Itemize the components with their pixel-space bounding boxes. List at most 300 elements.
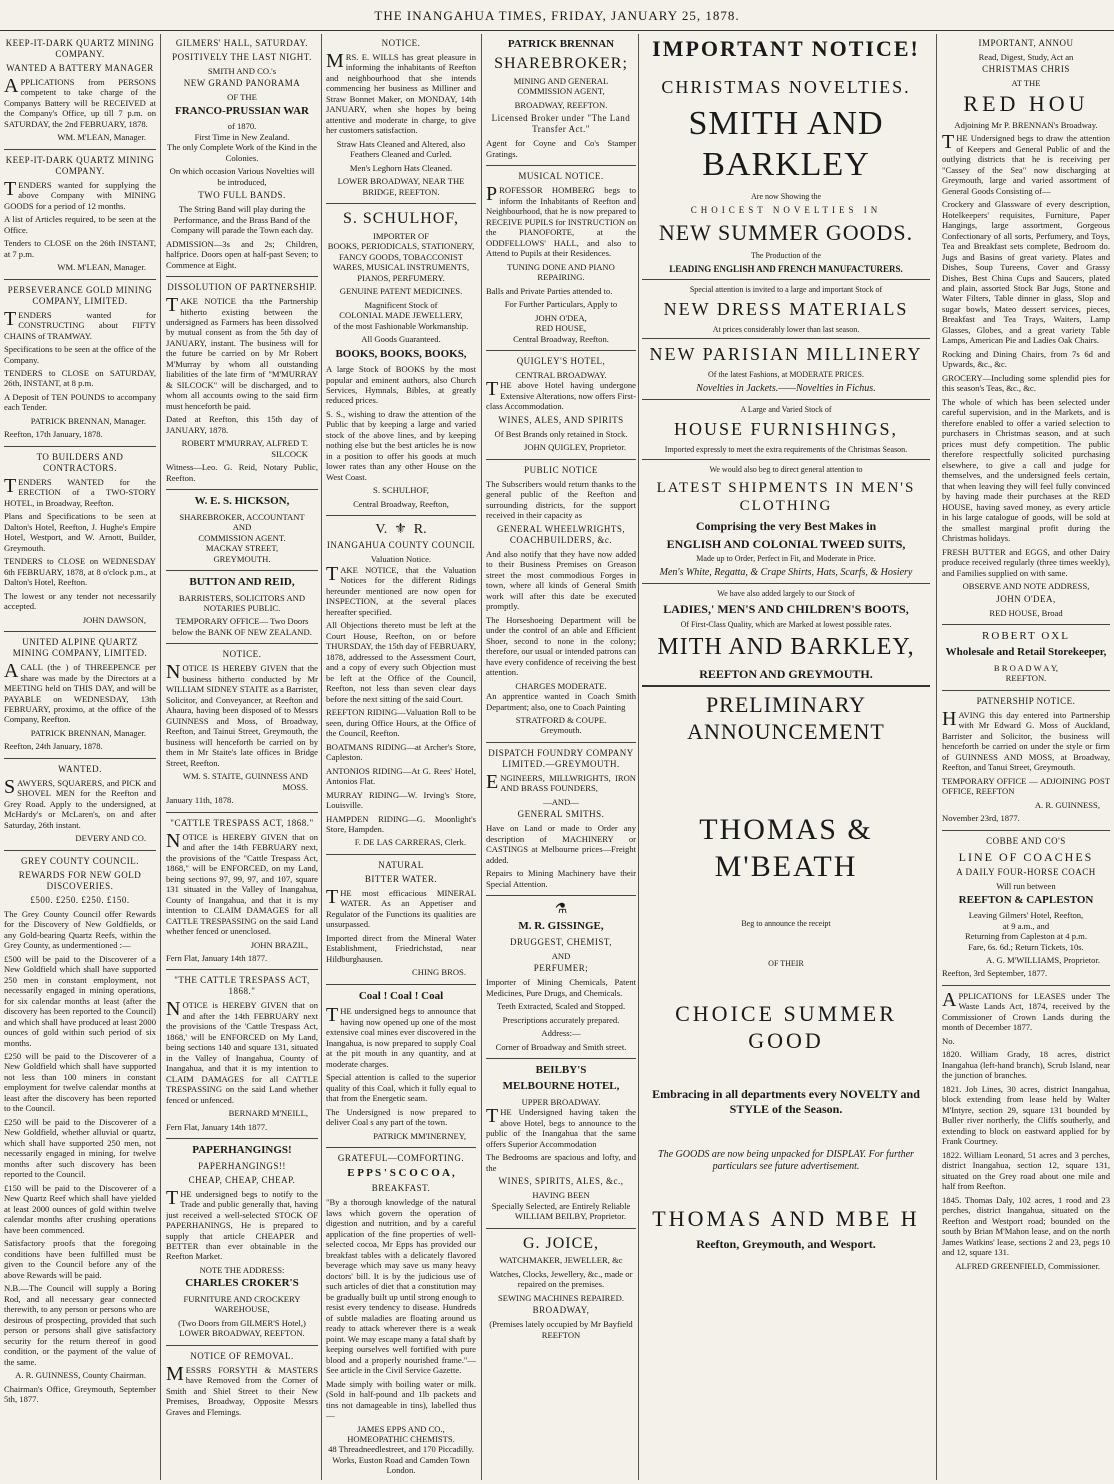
ad-subheading: PAPERHANGINGS!! bbox=[198, 1160, 286, 1171]
ad-body: ANTONIOS RIDING—At G. Rees' Hotel, Antonios Flat. bbox=[326, 765, 476, 787]
ad-line: Corner of Broadway and Smith street. bbox=[495, 1041, 627, 1052]
ad-paperhangings bbox=[166, 1144, 318, 1339]
ad-heading: ROBERT OXL bbox=[982, 630, 1070, 643]
ad-cattle-trespass-brazil bbox=[166, 818, 318, 964]
ad-firm-name: THOMAS & M'BEATH bbox=[699, 812, 873, 883]
ad-body: The Undersigned is now prepared to deliver Coal s any part of the town. bbox=[326, 1106, 476, 1128]
ad-signature: CHING BROS. bbox=[412, 967, 466, 978]
ad-heading: BUTTON AND REID, bbox=[189, 576, 295, 589]
ad-line: AND bbox=[232, 522, 252, 533]
ad-line: Men's White, Regatta, & Crape Shirts, Hats, Scarfs, & Hosiery bbox=[659, 567, 913, 579]
crest-v: V. bbox=[375, 522, 388, 538]
ad-signature: F. DE LAS CARRERAS, Clerk. bbox=[354, 837, 466, 848]
ad-signature: WILLIAM BEILBY, Proprietor. bbox=[514, 1211, 626, 1222]
ad-line: ADMISSION—3s and 2s; Children, halfprice. Doors open at half-past Seven; to Commence at Eight. bbox=[166, 238, 318, 270]
ad-beilbys-hotel bbox=[486, 1064, 636, 1222]
ad-line: NEW GRAND PANORAMA bbox=[183, 78, 301, 89]
ad-body: Specifications to be seen at the office of the Company. bbox=[4, 344, 156, 365]
ad-line: PERFUMER; bbox=[533, 963, 589, 974]
ad-line: WINES, ALES, AND SPIRITS bbox=[498, 414, 624, 425]
ad-joice-watchmaker bbox=[486, 1234, 636, 1340]
mortar-pestle-icon: ⚗ bbox=[554, 902, 568, 918]
ad-line: BROADWAY, REEFTON. bbox=[514, 99, 608, 110]
separator bbox=[326, 854, 476, 855]
separator bbox=[486, 165, 636, 166]
ad-line: AND bbox=[551, 950, 571, 961]
ad-signature: PATRICK BRENNAN, Manager. bbox=[30, 415, 146, 426]
ad-subheading: Valuation Notice. bbox=[370, 554, 432, 565]
ad-subheading: CHEAP, CHEAP, CHEAP. bbox=[188, 1174, 296, 1185]
ad-signature: DEVERY AND CO. bbox=[75, 833, 146, 844]
ad-line: HOUSE FURNISHINGS, bbox=[673, 419, 899, 440]
ad-heading: GREY COUNTY COUNCIL. bbox=[20, 855, 140, 866]
ad-line: REEFTON AND GREYMOUTH. bbox=[699, 666, 873, 681]
ad-line: JAMES EPPS AND CO., bbox=[357, 1423, 445, 1434]
spacer bbox=[642, 1120, 930, 1146]
ad-note: N.B.—The Council will supply a Boring Rod, and all necessary gear connected therewith, to any person or persons who are desirous of prospecting, provided that such person or persons shall give satisfactory security for the return thereof in good condition, or the payment of the value of the same. bbox=[4, 1283, 156, 1367]
ad-body: HAMPDEN RIDING—G. Moonlight's Store, Hampden. bbox=[326, 813, 476, 834]
ad-grey-county-council bbox=[4, 856, 156, 1405]
ad-line: CHARLES CROKER'S bbox=[185, 1277, 299, 1290]
spacer bbox=[642, 1176, 930, 1202]
ad-body: THE Undersigned begs to draw the attention of Keepers and General Public of and the outlying districts that he is receiving per "Cassey of the Sea" now discharging at Greymouth, large and varied assortment of General Goods Consisting of— bbox=[942, 131, 1110, 196]
separator bbox=[166, 489, 318, 490]
ad-subheading: Wholesale and Retail Storekeeper, bbox=[945, 646, 1107, 659]
ad-heading: PATNERSHIP NOTICE. bbox=[976, 695, 1076, 706]
royal-crest-icon: V. ⚜ R. bbox=[375, 522, 427, 538]
ad-line: Novelties in Jackets.——Novelties in Fichus. bbox=[696, 383, 876, 395]
ad-date: Reefton, 24th January, 1878. bbox=[4, 741, 103, 752]
ad-line: CHARGES MODERATE. bbox=[515, 680, 607, 691]
ad-line: Of Best Brands only retained in Stock. bbox=[494, 428, 628, 439]
ad-signature: PATRICK MM'INERNEY, bbox=[373, 1130, 466, 1141]
ad-line: ENGLISH AND COLONIAL TWEED SUITS, bbox=[666, 536, 906, 551]
ad-cattle-trespass-mcneill bbox=[166, 975, 318, 1132]
ad-body: The Horseshoeing Department will be under the control of an able and Efficient Shoer, second to none in the colony; therefore, our usual or intended patrons can have every confidence of receiving the best attention. bbox=[486, 614, 636, 678]
ad-partnership-notice bbox=[942, 696, 1110, 824]
ad-heading: PERSEVERANCE GOLD MINING COMPANY, LIMITED. bbox=[7, 284, 153, 306]
column-2 bbox=[166, 36, 318, 1476]
ad-signature: ALFRED GREENFIELD, Commissioner. bbox=[955, 1260, 1100, 1271]
ad-date: Chairman's Office, Greymouth, September 5th, 1877. bbox=[4, 1383, 156, 1404]
ad-line: TUNING DONE AND PIANO REPAIRING. bbox=[507, 261, 615, 283]
separator bbox=[166, 969, 318, 970]
ad-line: For Further Particulars, Apply to bbox=[504, 299, 618, 310]
reward-item: £500 will be paid to the Discoverer of a New Goldfield which shall have supported 250 men in constant employment, not necessarily engaged in mining operations, for six calendar months at least (after the discovery has been reported to the Council) and which shall have produced at least 2000 ounces of gold within such period of six months. bbox=[4, 953, 156, 1048]
ad-musical-notice bbox=[486, 171, 636, 344]
ad-heading: PATRICK BRENNAN bbox=[507, 38, 615, 50]
ad-line: Leaving Gilmers' Hotel, Reefton, bbox=[968, 910, 1084, 921]
ad-heading: KEEP-IT-DARK QUARTZ MINING COMPANY. bbox=[5, 38, 155, 59]
ad-line: Balls and Private Parties attended to. bbox=[486, 285, 613, 296]
ad-coal bbox=[326, 990, 476, 1141]
ad-heading: NOTICE. bbox=[222, 649, 262, 660]
crest-r: R. bbox=[413, 522, 427, 538]
ad-line: SMITH AND CO.'s bbox=[207, 65, 277, 76]
column-3 bbox=[326, 36, 476, 1476]
separator bbox=[642, 459, 930, 460]
ad-body: ENGINEERS, MILLWRIGHTS, IRON AND BRASS FOUNDERS, bbox=[486, 770, 636, 794]
ad-body: NOTICE IS HEREBY GIVEN that the business hitherto conducted by Mr WILLIAM SIDNEY STAITE as a Barrister, Solicitor, and Conveyancer, at Reefton and Ahaura, having been disposed of to Messrs GUINNESS and Moss, of Broadway, Reefton, and Tainui Street, Greymouth, the business will henceforth be carried on by them in Mr Staite's late offices in Bridge Street, Reefton. bbox=[166, 661, 318, 768]
ad-quigleys-hotel bbox=[486, 356, 636, 453]
ad-heading: G. JOICE, bbox=[522, 1234, 600, 1252]
ad-line: SEWING MACHINES REPAIRED. bbox=[498, 1292, 624, 1303]
ad-line: The String Band will play during the Performance, and the Brass Band of the Company will parade the Town each day. bbox=[170, 204, 314, 236]
spacer bbox=[642, 776, 930, 802]
ad-line: Embracing in all departments every NOVELTY and STYLE of the Season. bbox=[652, 1087, 920, 1116]
ad-body: Watches, Clocks, Jewellery, &c., made or repaired on the premises. bbox=[489, 1268, 633, 1290]
ad-line: Imported expressly to meet the extra requirements of the Christmas Season. bbox=[664, 445, 908, 455]
ad-line: (Two Doors from GILMER'S Hotel,) LOWER BROADWAY, REEFTON. bbox=[178, 1317, 306, 1339]
lease-item: 1821. Job Lines, 30 acres, district Inangahua, block extending from lease held by Walter M'Intyre, section 29, square 131 bounded by Buller river northerly, the Cliffs southerly, and extending to block on eastward applied for by Frank Courtney. bbox=[942, 1083, 1110, 1147]
ad-heading: GRATEFUL—COMFORTING. bbox=[337, 1153, 465, 1163]
ad-line: MACKAY STREET, bbox=[205, 543, 279, 554]
ad-line: Of the latest Fashions, at MODERATE PRICES. bbox=[708, 370, 864, 380]
ad-line: A DAILY FOUR-HORSE COACH bbox=[956, 867, 1096, 878]
column-4 bbox=[486, 36, 636, 1476]
ad-line: LOWER BROADWAY, NEAR THE BRIDGE, REEFTON. bbox=[337, 176, 465, 197]
ad-body: Imported direct from the Mineral Water Establishment, Friedrichstad, near Hildburghausen. bbox=[326, 932, 476, 964]
separator bbox=[486, 459, 636, 460]
ad-line: REEFTON. bbox=[1005, 673, 1047, 684]
separator bbox=[942, 624, 1110, 625]
ad-line: LADIES,' MEN'S AND CHILDREN'S BOOTS, bbox=[663, 602, 909, 617]
separator bbox=[642, 338, 930, 339]
ad-line: (Premises lately occupied by Mr Bayfield bbox=[489, 1319, 633, 1330]
ad-line: BARRISTERS, SOLICITORS AND NOTARIES PUBLIC. bbox=[178, 592, 306, 613]
ad-title: E P P S ' S C O C O A , bbox=[347, 1166, 455, 1179]
ad-line: Returning from Capleston at 4 p.m. bbox=[965, 931, 1087, 942]
ad-body: MRS. E. WILLS has great pleasure in informing the inhabitants of Reefton and neighbourhood that she intends commencing her business as Milliner and Straw Bonnet Maker, on MONDAY, 14th JANUARY, when she hopes by being attentive and moderate in charge, to give her customers satisfaction. bbox=[326, 49, 476, 136]
separator bbox=[642, 399, 930, 400]
ad-signature: WM. S. STAITE, GUINNESS AND MOSS. bbox=[182, 771, 308, 792]
ad-body: The Bedrooms are spacious and lofty, and the bbox=[486, 1152, 636, 1173]
ad-body: THE Undersigned having taken the above Hotel, begs to announce to the public of the Inangahua that the same offers Superior Accommodation bbox=[486, 1105, 636, 1149]
separator bbox=[326, 984, 476, 985]
ad-body: APPLICATIONS from PERSONS competent to take charge of the Companys Battery will be RECEIVED at the Company's Office, up till 7 p.m. on SATURDAY, the 2nd FEBRUARY, 1878. bbox=[4, 74, 156, 129]
ad-date: Fern Flat, January 14th 1877. bbox=[166, 1121, 268, 1132]
separator bbox=[166, 276, 318, 277]
ad-heading: BITTER WATER. bbox=[364, 873, 438, 884]
ad-heading: TO BUILDERS AND CONTRACTORS. bbox=[36, 451, 124, 473]
ad-subheading: DRUGGEST, CHEMIST, bbox=[510, 936, 612, 947]
ad-subheading: REWARDS FOR NEW GOLD DISCOVERIES. bbox=[18, 869, 142, 891]
ad-line: Are now Showing the bbox=[751, 191, 821, 201]
ad-line: Greymouth. bbox=[540, 725, 582, 736]
ad-body: Importer of Mining Chemicals, Patent Medicines, Pure Drugs, and Chemicals. bbox=[486, 977, 636, 998]
reward-item: £150 will be paid to the Discoverer of a New Quartz Reef which shall have yielded at least 2000 ounces of gold within twelve calendar months after crushing operations have been commenced. bbox=[4, 1182, 156, 1235]
ad-line: SHAREBROKER, ACCOUNTANT bbox=[179, 511, 305, 522]
ad-line: Specially Selected, are Entirely Reliable bbox=[491, 1200, 631, 1211]
ad-united-alpine bbox=[4, 637, 156, 752]
column-divider bbox=[936, 34, 937, 1480]
ad-hickson bbox=[166, 495, 318, 564]
ad-line: Agent for Coyne and Co's Stamper Gratings. bbox=[486, 138, 636, 159]
separator bbox=[4, 631, 156, 632]
ad-body: The lowest or any tender not necessarily accepted. bbox=[4, 590, 156, 612]
ad-waste-lands-leases bbox=[942, 988, 1110, 1271]
ad-line: COMMISSION AGENT. bbox=[198, 532, 286, 543]
ad-line: No. bbox=[942, 1035, 955, 1046]
ad-line: LATEST SHIPMENTS IN MEN'S CLOTHING bbox=[656, 479, 916, 514]
ad-removal bbox=[166, 1351, 318, 1417]
ad-body: A large Stock of BOOKS by the most popular and eminent authors, also Church Services, Hymnals, Bibles, at greatly reduced prices. bbox=[326, 364, 476, 406]
separator bbox=[4, 446, 156, 447]
ad-line: IMPORTER OF bbox=[372, 230, 430, 241]
separator bbox=[166, 1345, 318, 1346]
ad-body: FRESH BUTTER and EGGS, and other Dairy produce received regularly (three times weekly), and Families supplied on with same. bbox=[942, 546, 1110, 578]
column-divider bbox=[638, 34, 639, 1480]
spacer bbox=[642, 750, 930, 776]
spacer bbox=[642, 931, 930, 957]
ad-subheading: WANTED A BATTERY MANAGER bbox=[6, 62, 154, 73]
ad-line: UPPER BROADWAY. bbox=[521, 1096, 601, 1107]
ad-body: Rocking and Dining Chairs, from 7s 6d and Upwards, &c., &c. bbox=[942, 348, 1110, 370]
ad-body: ACALL (the ) of THREEPENCE per share was made by the Directors at a MEETING held on THIS DAY, and will be PAYABLE on WEDNESDAY, 13th FEBRUARY, proximo, at the office of the Company, Reefton. bbox=[4, 660, 156, 725]
separator bbox=[486, 742, 636, 743]
ad-line: FURNITURE AND CROCKERY WAREHOUSE, bbox=[183, 1293, 301, 1315]
ad-line: Read, Digest, Study, Act an bbox=[978, 51, 1074, 62]
ad-epps-cocoa bbox=[326, 1153, 476, 1476]
ad-cobbe-coaches bbox=[942, 836, 1110, 979]
separator bbox=[326, 515, 476, 516]
ad-heading: W. E. S. HICKSON, bbox=[194, 495, 290, 508]
ad-signature: STRATFORD & COUPE. bbox=[515, 714, 607, 725]
ad-line: Address:— bbox=[541, 1028, 581, 1039]
ad-heading: INANGAHUA COUNTY COUNCIL bbox=[326, 540, 476, 551]
ad-public-notice-wheelwrights bbox=[486, 465, 636, 736]
ad-heading: Coal ! Coal ! Coal bbox=[358, 989, 444, 1002]
separator bbox=[326, 203, 476, 204]
ad-line: The Production of the bbox=[751, 251, 821, 261]
separator bbox=[642, 685, 930, 687]
ad-body: S. S., wishing to draw the attention of the Public that by keeping a large and varied stock of the above lines, and by keeping nothing else but the best articles he is now in a position to offer his goods at much lower rates than any other House on the West Coast. bbox=[326, 408, 476, 482]
ad-line: Central Broadway, Reefton, bbox=[353, 498, 449, 509]
ad-line: REEFTON bbox=[541, 1329, 581, 1340]
ad-line: at 9 a.m., and bbox=[1002, 920, 1050, 931]
ad-line: At prices considerably lower than last season. bbox=[712, 324, 860, 334]
ad-signature: S. SCHULHOF, bbox=[373, 485, 429, 496]
ad-keep-it-dark-manager bbox=[4, 38, 156, 143]
ad-subheading: SHAREBROKER; bbox=[494, 55, 628, 73]
ad-body: Tenders to CLOSE on the 26th INSTANT, at 7 p.m. bbox=[4, 238, 156, 259]
ad-line: A Large and Varied Stock of bbox=[740, 405, 832, 415]
ad-date: Fern Flat, January 14th 1877. bbox=[166, 953, 268, 963]
ad-heading: BEILBY'S bbox=[535, 1064, 587, 1077]
ad-line: WINES, SPIRITS, ALES, &c., bbox=[498, 1176, 624, 1187]
ad-body: TENDERS to CLOSE on WEDNESDAY 6th FEBRUARY, 1878, at 8 o'clock p.m., at Dalton's Hotel, Reefton. bbox=[4, 556, 156, 588]
column-divider bbox=[481, 34, 482, 1480]
ad-subheading: MELBOURNE HOTEL, bbox=[502, 1080, 620, 1093]
separator bbox=[166, 812, 318, 813]
ad-signature: JOHN QUIGLEY, Proprietor. bbox=[523, 442, 626, 453]
separator bbox=[326, 1147, 476, 1148]
ad-signature: JOHN O'DEA, bbox=[535, 312, 587, 323]
ad-line: CHRISTMAS NOVELTIES. bbox=[661, 76, 911, 97]
ad-heading: QUIGLEY'S HOTEL, bbox=[516, 356, 606, 367]
separator bbox=[942, 830, 1110, 831]
ad-body: "By a thorough knowledge of the natural laws which govern the operation of digestion and nutrition, and by a careful application of the fine properties of well-selected cocoa, Mr Epps has provided our breakfast tables with a delicately flavored beverage which may save us many heavy doctors' bill. It is by the judicious use of such articles of diet that a constitution may be gradually built up until strong enough to resist every tendency to disease. Hundreds of subtle maladies are floating around us ready to attack wherever there is a weak point. We may escape many a fatal shaft by keeping ourselves well fortified with pure blood and a properly nourished frame."—See article in the Civil Service Gazette. bbox=[326, 1197, 476, 1376]
ad-heading: GILMERS' HALL, SATURDAY. bbox=[175, 38, 309, 48]
ad-subheading: POSITIVELY THE LAST NIGHT. bbox=[172, 51, 312, 62]
ad-body: Crockery and Glassware of every description, Hotelkeepers' requisites, Furniture, Paper Hangings, large assortment, Gorgeous Confectionary of all sorts, Perfumery, and Toys, Tea and Breakfast sets complete, Bedroom do. Jugs and Basins of great variety. Plates and Dishes, Soup Tureens, Cover and Grassy Dishes, Best China Cups and Saucers, plated and plain, assorted Stock Bar Jugs, Stone and Water Filters, Table dinner in glass, Slop and sugar bowls, Mateo dessert services, pieces, Breakfast and Tea Trays, Waiters, Lamp Glasses, Globes, and a great variety Table Lamps, American Pie and Ladies Oak Chairs. bbox=[942, 199, 1110, 346]
ad-line: BROADWAY, bbox=[532, 1305, 590, 1316]
ad-line: MINING AND GENERAL COMMISSION AGENT, bbox=[513, 75, 609, 97]
ad-signature: WM. M'LEAN, Manager. bbox=[57, 132, 146, 143]
separator bbox=[4, 758, 156, 759]
lease-item: 1820. William Grady, 18 acres, district Inangahua (left-hand branch), Scrub Island, near the junction of branches. bbox=[942, 1049, 1110, 1081]
ad-heading: KEEP-IT-DARK QUARTZ MINING COMPANY. bbox=[5, 154, 155, 176]
ad-line: NEW SUMMER GOODS. bbox=[658, 220, 914, 246]
ad-firm-name: THOMAS AND MBE H bbox=[652, 1205, 920, 1231]
ad-line: Licensed Broker under "The Land Transfer Act." bbox=[491, 113, 631, 135]
ad-line: OF THE bbox=[227, 92, 257, 103]
separator bbox=[4, 279, 156, 280]
separator bbox=[166, 1138, 318, 1139]
ad-line: of the most Fashionable Workmanship. bbox=[333, 320, 469, 331]
ad-line: Made up to Order, Perfect in Fit, and Moderate in Price. bbox=[696, 554, 876, 564]
ad-body: TENDERS wanted for supplying the above Company with MINING GOODS for a period of 12 months. bbox=[4, 177, 156, 211]
ad-date: Reefton, 3rd September, 1877. bbox=[942, 968, 1048, 979]
spacer bbox=[642, 1058, 930, 1084]
ad-staite-notice bbox=[166, 649, 318, 805]
ad-line: RED HOU bbox=[963, 90, 1089, 116]
ad-signature: WM. M'LEAN, Manager. bbox=[57, 262, 146, 273]
ad-signature: A. R. GUINNESS, bbox=[1034, 799, 1100, 810]
separator bbox=[642, 279, 930, 280]
ad-line: Reefton, Greymouth, and Wesport. bbox=[696, 1236, 876, 1251]
ad-line: COLONIAL MADE JEWELLERY, bbox=[339, 310, 463, 321]
ad-line: Teeth Extracted, Scaled and Stopped. bbox=[496, 1001, 626, 1012]
ad-line: Of First-Class Quality, which are Marked at lowest possible rates. bbox=[680, 619, 892, 629]
ad-signature: ROBERT M'MURRAY, ALFRED T. SILCOCK bbox=[181, 438, 308, 459]
ad-heading: UNITED ALPINE QUARTZ MINING COMPANY, LIMITED. bbox=[12, 637, 148, 659]
ad-line: PRELIMINARY ANNOUNCEMENT bbox=[687, 692, 885, 745]
ad-heading: NOTICE OF REMOVAL. bbox=[190, 1350, 294, 1361]
ad-body: TENDERS to CLOSE on SATURDAY, 26th, INSTANT, at 8 p.m. bbox=[4, 367, 156, 389]
masthead-rule bbox=[0, 30, 1114, 31]
column-divider bbox=[160, 34, 161, 1480]
spacer bbox=[642, 891, 930, 917]
separator bbox=[486, 350, 636, 351]
ad-signature: JOHN BRAZIL, bbox=[250, 939, 308, 950]
ad-line: REEFTON & CAPLESTON bbox=[958, 893, 1094, 906]
ad-line: TWO FULL BANDS. bbox=[198, 190, 286, 201]
ad-body: MURRAY RIDING—W. Irving's Store, Louisville. bbox=[326, 789, 476, 811]
ad-subheading: WATCHMAKER, JEWELLER, &c bbox=[499, 1255, 623, 1266]
ad-line: Prescriptions accurately prepared. bbox=[502, 1014, 620, 1025]
ad-date: Dated at Reefton, this 15th day of JANUARY, 1878. bbox=[166, 414, 318, 435]
ad-line: AT THE bbox=[1011, 78, 1041, 89]
ad-wills-notice bbox=[326, 38, 476, 197]
separator bbox=[166, 570, 318, 571]
separator bbox=[166, 643, 318, 644]
ad-line: Magnificent Stock of bbox=[364, 299, 438, 310]
separator bbox=[486, 1228, 636, 1229]
ad-line: On which occasion Various Novelties will be introduced, bbox=[169, 166, 315, 187]
ad-body: Made simply with boiling water or milk. (Sold in half-pound and 1lb packets and tins not damageable in tins), labelled thus— bbox=[326, 1378, 476, 1421]
separator bbox=[4, 149, 156, 150]
ad-line: of 1870. bbox=[227, 121, 257, 132]
column-5-smith-barkley-ad bbox=[642, 36, 930, 1476]
ad-line: HOMEOPATHIC CHEMISTS. bbox=[347, 1434, 455, 1444]
ad-dispatch-foundry bbox=[486, 748, 636, 889]
ad-line: RED HOUSE, Broad bbox=[989, 607, 1063, 618]
ad-line: CHOICEST NOVELTIES IN bbox=[690, 205, 882, 216]
ad-date: January 11th, 1878. bbox=[166, 795, 234, 806]
ad-heading: DISSOLUTION OF PARTNERSHIP. bbox=[167, 282, 317, 293]
ad-firm-name: MITH AND BARKLEY, bbox=[657, 634, 915, 661]
ad-body: SAWYERS, SQUARERS, and PICK and SHOVEL MEN for the Reefton and Grey Road. Apply to the undersigned, at McHardy's or McLaren's, on and after Saturday, 26th instant. bbox=[4, 775, 156, 830]
ad-body: TENDERS wanted for CONSTRUCTING about FIFTY CHAINS of TRAMWAY. bbox=[4, 307, 156, 341]
ad-signature: A. G. M'WILLIAMS, Proprietor. bbox=[986, 955, 1100, 965]
ad-subheading: LINE OF COACHES bbox=[958, 849, 1094, 864]
ad-wanted bbox=[4, 764, 156, 844]
ad-body: A Deposit of TEN POUNDS to accompany each Tender. bbox=[4, 391, 156, 413]
ad-line: Straw Hats Cleaned and Altered, also Feathers Cleaned and Curled. bbox=[336, 138, 466, 160]
ad-body: PROFESSOR HOMBERG begs to inform the Inhabitants of Reefton and Neighbourhood, that he is now prepared to RECEIVE PUPILS for INSTRUCTION on the PIANOFORTE, at the ODDFELLOWS' HALL, and also to Attend to Pupils at their Residences. bbox=[486, 183, 636, 259]
ad-body: TAKE NOTICE, that the Valuation Notices for the different Ridings hereunder mentioned are now open for INSPECTION, at the several places hereafter specified. bbox=[326, 562, 476, 617]
ad-body: HAVING this day entered into Partnership with Mr Edward G. Moss of Auckland, Barrister and Solicitor, the business will henceforth be carried on under the style or firm of GUINNESS AND MOSS, at Broadway, Reefton, and Tanui Street, Greymouth. bbox=[942, 707, 1110, 773]
ad-heading: IMPORTANT, ANNOU bbox=[978, 38, 1074, 48]
ad-panorama bbox=[166, 38, 318, 270]
ad-subheading: CENTRAL BROADWAY. bbox=[515, 370, 607, 380]
lease-item: 1822. William Leonard, 51 acres and 3 perches, district Inangahua, section 12, square 131, situated on the Grey road about one mile and half from Reefton. bbox=[942, 1149, 1110, 1192]
ad-line: B R O A D W A Y, bbox=[993, 662, 1059, 673]
ad-heading: PUBLIC NOTICE bbox=[524, 464, 598, 475]
ad-heading: WANTED. bbox=[58, 763, 102, 774]
spacer bbox=[642, 971, 930, 997]
ad-heading: "THE CATTLE TRESPASS ACT, 1868." bbox=[174, 975, 310, 997]
ad-body: Repairs to Mining Machinery have their Special Attention. bbox=[486, 868, 636, 889]
ad-heading: DISPATCH FOUNDRY COMPANY LIMITED.—GREYMOUTH. bbox=[488, 747, 634, 769]
ad-body: All Objections thereto must be left at the Court House, Reefton, on or before THURSDAY, the 15th day of FEBRUARY, 1878, addressed to the Assessment Court, and a copy of every such Objection must be left at the Office of the Council, Reefton, not less than seven clear days before the next sitting of the said Court. bbox=[326, 620, 476, 704]
ad-gissinge-chemist bbox=[486, 901, 636, 1052]
column-1 bbox=[4, 36, 156, 1476]
ad-heading: MUSICAL NOTICE. bbox=[518, 171, 604, 182]
ad-line: CHOICE SUMMER GOOD bbox=[675, 1000, 897, 1053]
ad-line: Men's Leghorn Hats Cleaned. bbox=[349, 162, 453, 173]
ad-line: Adjoining Mr P. BRENNAN's Broadway. bbox=[954, 119, 1098, 130]
ad-body: TEMPORARY OFFICE — ADJOINING POST OFFICE, REEFTON bbox=[942, 775, 1110, 797]
ad-robert-oxley bbox=[942, 630, 1110, 684]
ad-signature: A. R. GUINNESS, County Chairman. bbox=[15, 1370, 146, 1381]
ad-firm-name: SMITH AND BARKLEY bbox=[688, 104, 884, 184]
ad-line: Beg to announce the receipt bbox=[741, 919, 831, 929]
ad-line: All Goods Guaranteed. bbox=[361, 334, 441, 345]
ad-body: TAKE NOTICE tha tthe Partnership hitherto existing between the undersigned as Farmers has been dissolved by mutual consent as from the 5th day of JANUARY, instant. The business will for the future be carried on by Mr Robert M'Murray by whom all outstanding liabilities of the late firm of "M'MURRAY & SILCOCK" will be discharged, and to whom all accounts owing to the said firm must henceforth be paid. bbox=[166, 294, 318, 411]
ad-dissolution bbox=[166, 282, 318, 483]
ad-body: NOTICE is HEREBY GIVEN that on and after the 14th FEBRUARY next, the provisions of the "Cattle Trespass Act, 1868," will be ENFORCED, on my Land, being sections 97, 99, 97, and 107, square 131 situated in the Valley of Inangahua, County of Inangahua, and that it is my intention to CLAIM DAMAGES for all CATTLE TRESPASSING on the said Land whether fenced or unenclosed. bbox=[166, 829, 318, 937]
ad-heading: NATURAL bbox=[378, 859, 424, 870]
column-6 bbox=[942, 36, 1110, 1476]
ad-line: First Time in New Zealand. bbox=[194, 131, 290, 142]
ad-signature: PATRICK BRENNAN, Manager. bbox=[30, 727, 146, 738]
ad-heading: NOTICE. bbox=[381, 38, 421, 48]
ad-line: BOOKS, BOOKS, BOOKS, bbox=[335, 347, 467, 360]
ad-line: We have also added largely to our Stock of bbox=[717, 589, 855, 599]
ad-body: APPLICATIONS for LEASES under The Waste Lands Act, 1874, received by the Commissioner of Crown Lands during the month of December 1877. bbox=[942, 988, 1110, 1033]
ad-line: LEADING ENGLISH AND FRENCH MANUFACTURERS. bbox=[669, 264, 903, 275]
separator bbox=[942, 985, 1110, 986]
ad-keep-it-dark-tenders bbox=[4, 155, 156, 273]
ad-line: HAVING BEEN bbox=[532, 1190, 590, 1201]
ad-witness: Witness—Leo. G. Reid, Notary Public, Reefton. bbox=[166, 462, 318, 483]
ad-builders bbox=[4, 452, 156, 625]
ad-brennan-sharebroker bbox=[486, 38, 636, 159]
reward-amounts: £500. £250. £250. £150. bbox=[30, 894, 130, 905]
ad-line: The only Complete Work of the Kind in the Colonies. bbox=[167, 142, 317, 163]
